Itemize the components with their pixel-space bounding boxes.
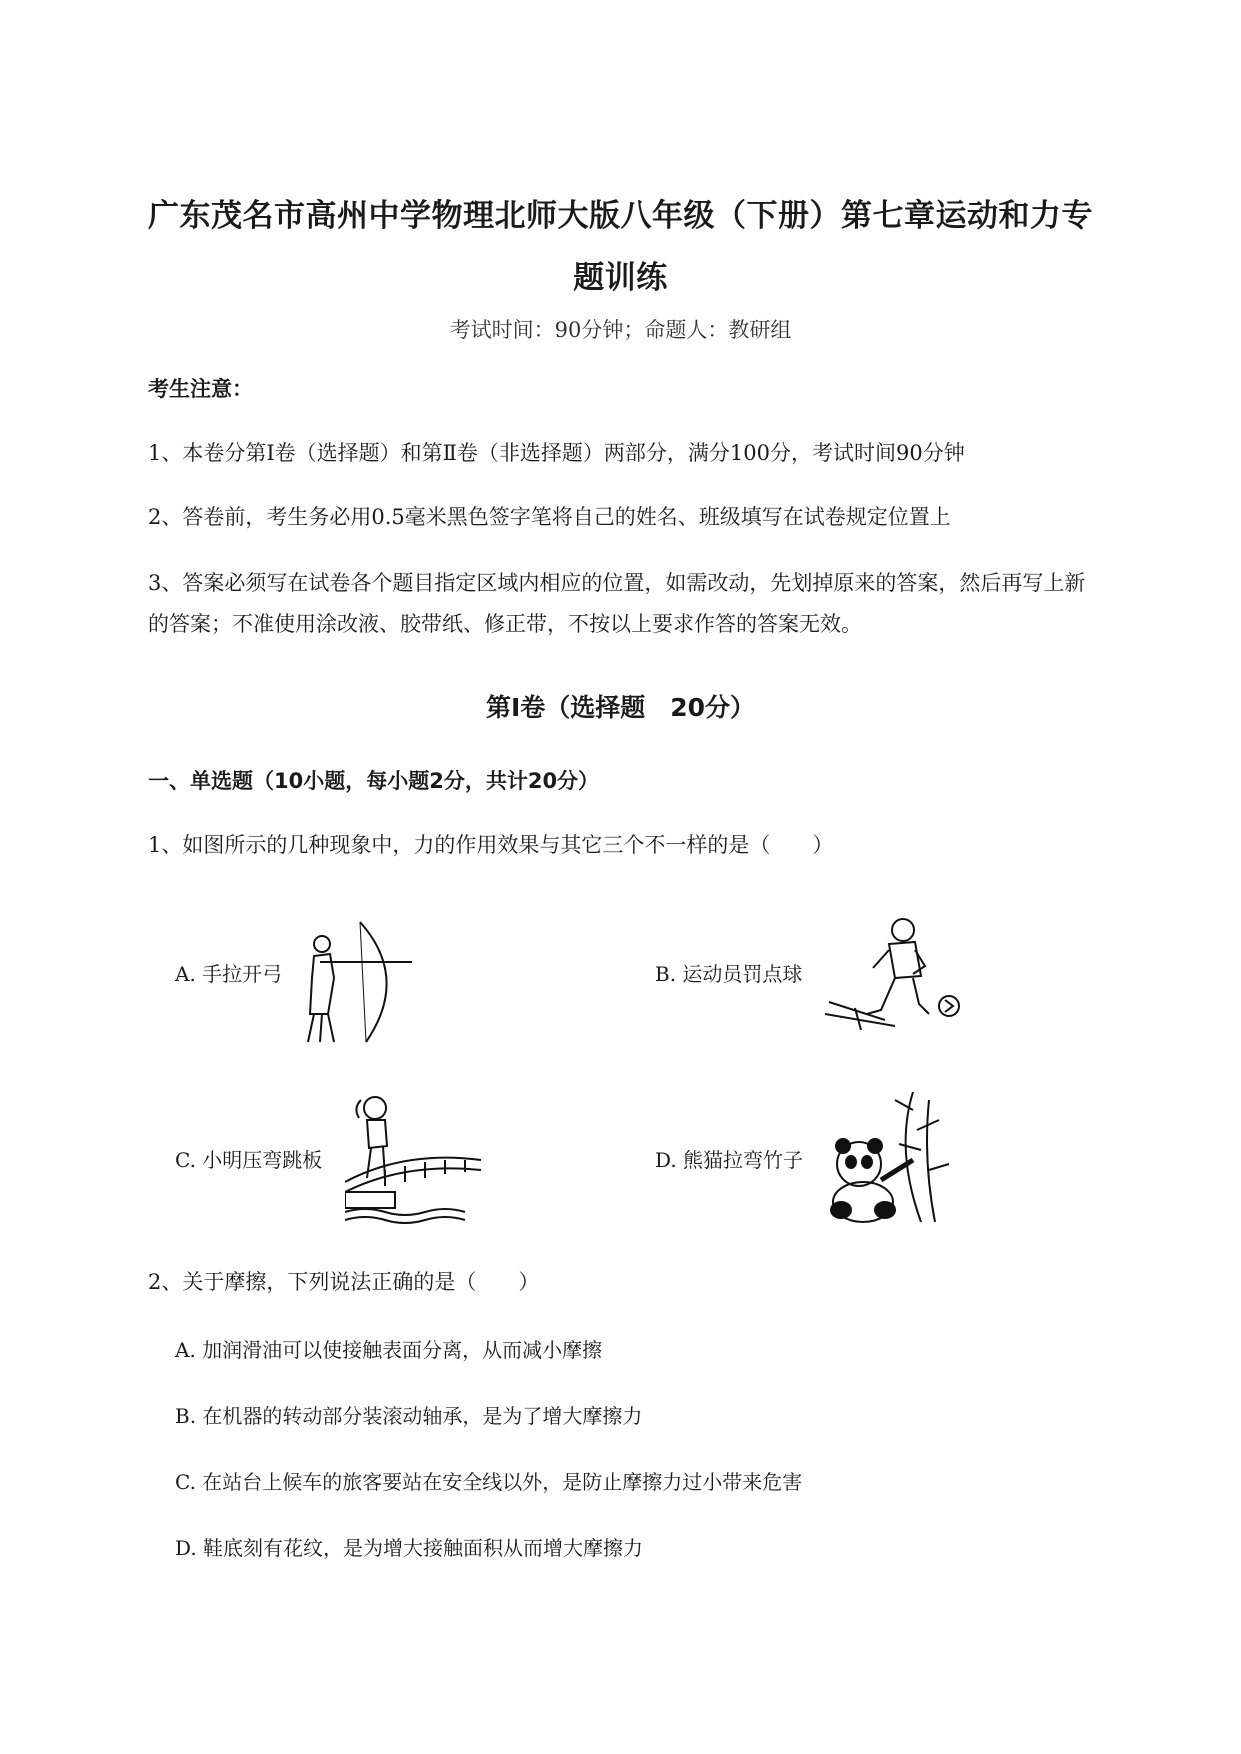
question-2-stem: 2、关于摩擦，下列说法正确的是（ ） [148,1270,540,1294]
notice-heading: 考生注意： [148,377,253,401]
diving-board-icon [345,1090,485,1225]
notice-item-2: 2、答卷前，考生务必用0.5毫米黑色签字笔将自己的姓名、班级填写在试卷规定位置上 [148,505,951,529]
q1-option-a[interactable]: A. 手拉开弓 [175,962,283,986]
notice-item-3: 3、答案必须写在试卷各个题目指定区域内相应的位置，如需改动，先划掉原来的答案，然后再写上新 [148,571,1086,595]
football-kick-icon [825,910,965,1040]
panda-bamboo-icon [825,1090,955,1225]
section-title: 第Ⅰ卷（选择题 20分） [485,693,756,722]
part-heading: 一、单选题（10小题，每小题2分，共计20分） [148,769,600,793]
exam-meta: 考试时间：90分钟；命题人：教研组 [449,318,792,342]
notice-item-3-cont: 的答案；不准使用涂改液、胶带纸、修正带，不按以上要求作答的答案无效。 [148,612,862,636]
question-1-stem: 1、如图所示的几种现象中，力的作用效果与其它三个不一样的是（ ） [148,833,834,857]
exam-title-line1: 广东茂名市高州中学物理北师大版八年级（下册）第七章运动和力专 [148,198,1093,234]
q1-option-d[interactable]: D. 熊猫拉弯竹子 [655,1148,804,1172]
q2-option-a[interactable]: A. 加润滑油可以使接触表面分离，从而减小摩擦 [175,1338,603,1362]
archer-bow-icon [300,918,420,1048]
q2-option-b[interactable]: B. 在机器的转动部分装滚动轴承，是为了增大摩擦力 [175,1404,643,1428]
notice-item-1: 1、本卷分第Ⅰ卷（选择题）和第Ⅱ卷（非选择题）两部分，满分100分，考试时间90分钟 [148,441,965,465]
q1-option-b[interactable]: B. 运动员罚点球 [655,962,803,986]
q2-option-c[interactable]: C. 在站台上候车的旅客要站在安全线以外，是防止摩擦力过小带来危害 [175,1470,803,1494]
q1-option-c[interactable]: C. 小明压弯跳板 [175,1148,323,1172]
exam-title-line2: 题训练 [573,260,668,296]
q2-option-d[interactable]: D. 鞋底刻有花纹，是为增大接触面积从而增大摩擦力 [175,1536,644,1560]
